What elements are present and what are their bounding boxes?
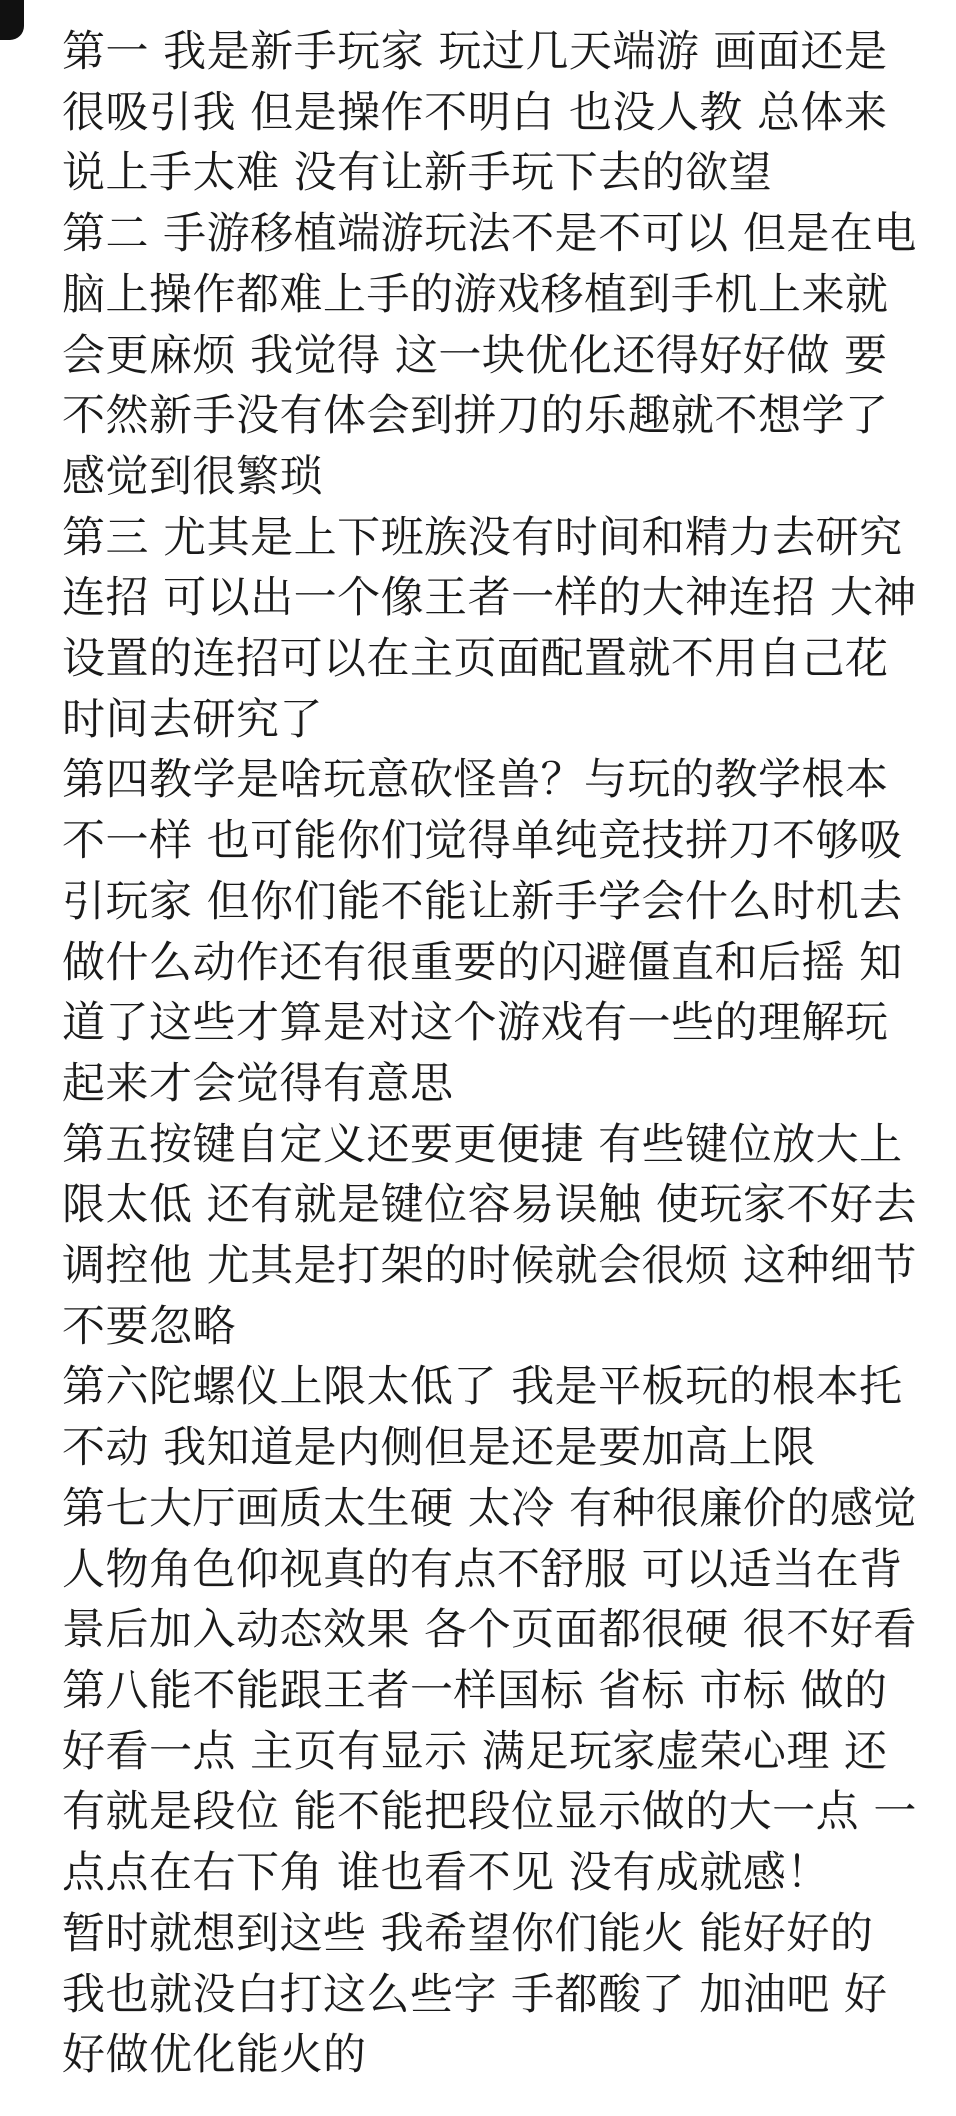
paragraph-9: 暂时就想到这些 我希望你们能火 能好好的 我也就没白打这么些字 手都酸了 加油吧 好好做优化能火的	[62, 1908, 888, 2081]
paragraph-2: 第二 手游移植端游玩法不是不可以 但是在电脑上操作都难上手的游戏移植到手机上来就会更麻烦 我觉得 这一块优化还得好好做 要不然新手没有体会到拼刀的乐趣就不想学了 感觉到很繁琐	[62, 209, 917, 502]
paragraph-5: 第五按键自定义还要更便捷 有些键位放大上限太低 还有就是键位容易误触 使玩家不好去调控他 尤其是打架的时候就会很烦 这种细节不要忽略	[62, 1119, 917, 1352]
paragraph-3: 第三 尤其是上下班族没有时间和精力去研究连招 可以出一个像王者一样的大神连招 大神设置的连招可以在主页面配置就不用自己花时间去研究了	[62, 512, 917, 745]
paragraph-4: 第四教学是啥玩意砍怪兽？与玩的教学根本不一样 也可能你们觉得单纯竞技拼刀不够吸引玩家 但你们能不能让新手学会什么时机去做什么动作还有很重要的闪避僵直和后摇 知道了这些才算是对这个游戏有一些的理解玩起来才会觉得有意思	[62, 755, 903, 1109]
paragraph-8: 第八能不能跟王者一样国标 省标 市标 做的好看一点 主页有显示 满足玩家虚荣心理 还有就是段位 能不能把段位显示做的大一点 一点点在右下角 谁也看不见 没有成就感！	[62, 1665, 917, 1899]
paragraph-7: 第七大厅画质太生硬 太冷 有种很廉价的感觉 人物角色仰视真的有点不舒服 可以适当在背景后加入动态效果 各个页面都很硬 很不好看	[62, 1483, 917, 1656]
paragraph-1: 第一 我是新手玩家 玩过几天端游 画面还是很吸引我 但是操作不明白 也没人教 总体来说上手太难 没有让新手玩下去的欲望	[62, 27, 888, 199]
paragraph-6: 第六陀螺仪上限太低了 我是平板玩的根本托不动 我知道是内侧但是还是要加高上限	[62, 1362, 903, 1474]
corner-avatar-fragment	[0, 0, 24, 40]
feedback-text-body	[62, 22, 922, 2086]
